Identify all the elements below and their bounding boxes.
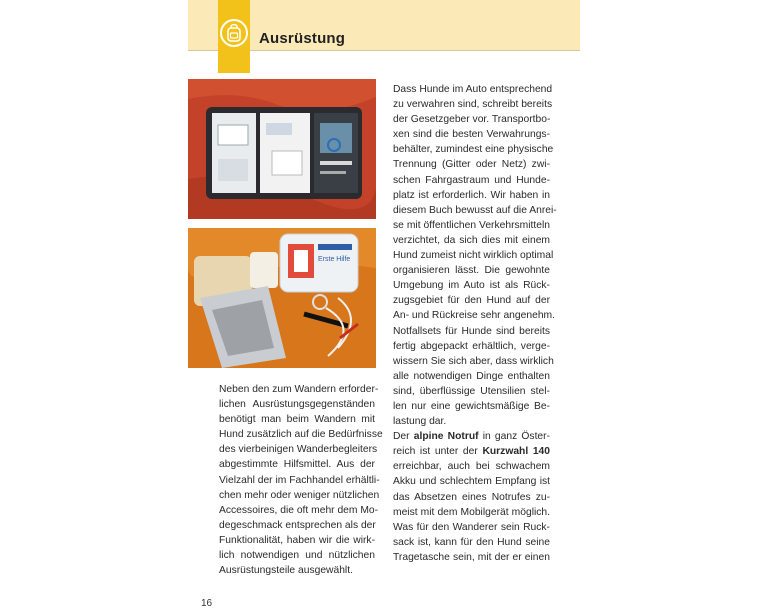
- text-line: schen Fahrgastraum und Hunde-: [393, 174, 550, 186]
- text-line: Accessoires, die oft mehr dem Mo-: [219, 504, 379, 516]
- text-run: in ganz Öster-: [478, 431, 551, 443]
- text-line: An- und Rückreise sehr angenehm.: [393, 310, 555, 322]
- text-line: lichen Ausrüstungsgegenständen: [219, 399, 375, 411]
- first-aid-contents-photo: [188, 228, 376, 368]
- text-line: Vielzahl der im Fachhandel erhältli-: [219, 474, 380, 486]
- text-line: der Gesetzgeber vor. Transportbo-: [393, 114, 551, 126]
- text-line: verzichtet, da sich dies mit einem: [393, 234, 550, 246]
- text-line: chen mehr oder weniger nützlichen: [219, 489, 380, 501]
- text-line: lastung dar.: [393, 416, 447, 428]
- text-line: alle notwendigen Dinge enthalten: [393, 370, 550, 382]
- text-line: diesem Buch bewusst auf die Anrei-: [393, 204, 557, 216]
- text-line: platz ist erforderlich. Wir haben in: [393, 189, 550, 201]
- right-column-text: [393, 82, 557, 565]
- first-aid-kit-open-photo: [188, 79, 376, 219]
- text-line: Hund zusätzlich auf die Bedürfnisse: [219, 429, 383, 441]
- text-line: erreichbar, auch bei schwachem: [393, 461, 550, 473]
- text-line: sack ist, kann für den Hund seine: [393, 536, 550, 548]
- text-line: Tragetasche sein, mit der er einen: [393, 551, 550, 563]
- text-line: Trennung (Gitter oder Netz) zwi-: [393, 159, 550, 171]
- text-run: reich ist unter der: [393, 446, 483, 458]
- text-line: abgestimmte Hilfsmittel. Aus der: [219, 459, 375, 471]
- text-line: [393, 444, 550, 459]
- text-line: Umgebung im Auto ist als Rück-: [393, 280, 550, 292]
- text-line: degeschmack entsprechen als der: [219, 519, 376, 531]
- short-dial-number: Kurzwahl 140: [482, 446, 550, 458]
- text-line: se mit öffentlichen Verkehrsmitteln: [393, 219, 550, 231]
- text-line: xen sind die besten Verwahrungs-: [393, 129, 550, 141]
- text-line: behälter, zumindest eine physische: [393, 144, 554, 156]
- text-line: Neben den zum Wandern erforder-: [219, 384, 379, 395]
- text-line: len nur eine gewichtsmäßige Be-: [393, 400, 550, 412]
- text-line: Dass Hunde im Auto entsprechend: [393, 84, 553, 95]
- text-run: Der: [393, 431, 414, 443]
- text-line: lich notwendigen und nützlichen: [219, 550, 375, 562]
- text-line: des vierbeinigen Wanderbegleiters: [219, 444, 378, 456]
- text-line: fertig abgepackt erhältlich, verge-: [393, 340, 550, 352]
- text-line: benötigt man beim Wandern mit: [219, 414, 375, 426]
- backpack-icon: [220, 19, 248, 47]
- text-line: das Absetzen eines Notrufes zu-: [393, 491, 550, 503]
- text-line: Notfallsets für Hunde sind bereits: [393, 325, 550, 337]
- left-column-text: [219, 382, 383, 578]
- text-line: Hund zumeist nicht wirklich optimal: [393, 250, 554, 262]
- text-line: Funktionalität, haben wir die wirk-: [219, 534, 375, 546]
- text-line: Ausrüstungsteile ausgewählt.: [219, 565, 353, 577]
- svg-text:Erste Hilfe: Erste Hilfe: [318, 256, 351, 263]
- text-line: sind, überflüssige Utensilien stel-: [393, 385, 550, 397]
- text-line: [393, 429, 550, 444]
- text-line: organisieren lässt. Die gewohnte: [393, 265, 550, 277]
- page-number: 16: [201, 598, 213, 609]
- emergency-call-term: alpine Notruf: [413, 431, 479, 443]
- section-title: Ausrüstung: [259, 30, 346, 47]
- text-line: Akku und schlechtem Empfang ist: [393, 476, 550, 488]
- text-line: Was für den Wanderer sein Ruck-: [393, 521, 550, 533]
- text-line: zu verwahren sind, schreibt bereits: [393, 99, 553, 111]
- text-line: meist mit dem Mobilgerät möglich.: [393, 506, 550, 518]
- text-line: wissern Sie sich aber, dass wirklich: [393, 355, 554, 367]
- text-line: zugsgebiet für den Hund auf der: [393, 295, 550, 307]
